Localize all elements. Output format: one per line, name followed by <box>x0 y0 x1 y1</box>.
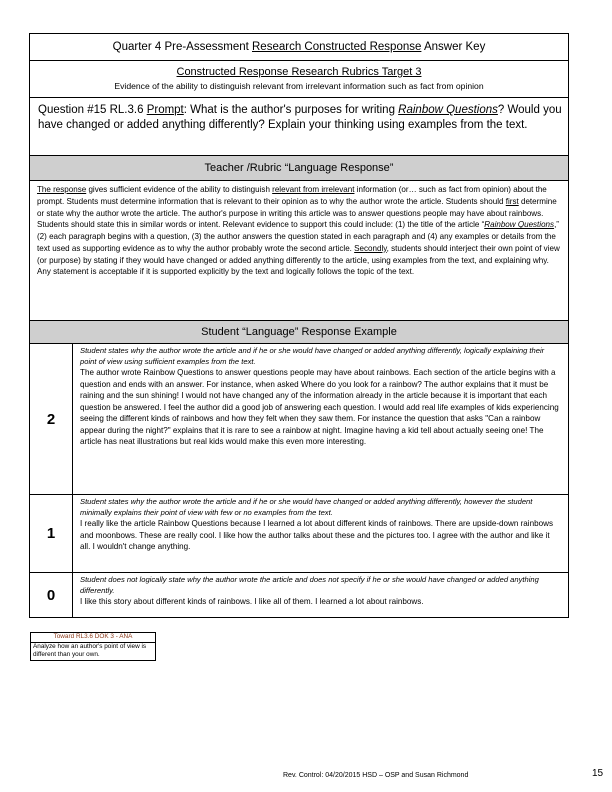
score-description <box>73 344 568 494</box>
answer-key-table <box>29 33 569 618</box>
question-text-a: : What is the author's purposes for writing <box>183 104 399 116</box>
student-response-bar: Student “Language” Response Example <box>30 321 568 344</box>
tr-p7: Rainbow Questions <box>484 220 555 230</box>
score-row-0 <box>30 573 568 617</box>
tr-p2: gives sufficient evidence of the ability to distinguish <box>86 185 273 194</box>
page-title <box>30 34 568 61</box>
standard-note <box>30 632 156 661</box>
teacher-rubric-text <box>30 181 568 321</box>
tr-p6: determine or state why the author wrote the article. The author's purpose in writing this article was to answer questions people may have about rainbows. Students should state this in similar words or intent. Relevant evidence to support this could include: (1) the title of the article “ <box>37 196 560 230</box>
title-underlined: Research Constructed Response <box>252 41 422 53</box>
tr-p4: information (or… such as fact from opinion) about the prompt. Students must determine information that is relevant to their opinion as to why the author wrote the article. Students should <box>37 185 550 206</box>
question-label: Question #15 RL.3.6 <box>38 104 147 116</box>
teacher-rubric-bar: Teacher /Rubric “Language Response” <box>30 156 568 181</box>
title-plain: Quarter 4 Pre-Assessment <box>112 41 252 53</box>
score-criteria: Student states why the author wrote the article and if he or she would have changed or added anything differently, logically explaining their point of view using sufficient examples from the text. <box>80 346 545 366</box>
book-title: Rainbow Questions <box>398 104 498 116</box>
rubric-header <box>30 61 568 98</box>
tr-p5: first <box>505 196 519 206</box>
tr-p10: , students should interject their own point of view (or purpose) by stating if they would have changed or added anything differently to the article, using examples from the text, and explaining why. Any statement is acceptable if it is supported explicitly by the text and logically follows the topic of the text. <box>37 243 563 277</box>
standard-note-body: Analyze how an author's point of view is different than your own. <box>33 642 147 659</box>
question-text-b: ? Would you have changed or added anything differently? Explain your thinking using examples from the text. <box>38 104 562 131</box>
score-row-2 <box>30 344 568 495</box>
tr-p8: ,” (2) each paragraph begins with a question, (3) the author answers the question stated in each paragraph and (4) any examples or details from the text used as supporting evidence as to why the author probably wrote the second article. <box>37 220 562 253</box>
page-number: 15 <box>592 768 604 779</box>
prompt-label: Prompt <box>146 104 184 116</box>
revision-control: Rev. Control: 04/20/2015 HSD – OSP and Susan Richmond <box>283 772 469 779</box>
score-criteria: Student does not logically state why the author wrote the article and does not specify if he or she would have changed or added anything differently. <box>80 575 539 595</box>
standard-note-heading: Toward RL3.6 DOK 3 - ANA <box>31 633 155 643</box>
score-example: I really like the article Rainbow Questions because I learned a lot about different kinds of rainbows. There are upside-down rainbows and moonbows. These are really cool. I like how the author talks about these and the pictures too. I agree with the author and like it all. I wouldn't change anything. <box>80 519 554 551</box>
score-value: 0 <box>30 573 73 617</box>
rubric-subtitle: Evidence of the ability to distinguish relevant from irrelevant information such as fact from opinion <box>114 81 484 91</box>
title-tail: Answer Key <box>421 41 486 53</box>
rubric-title: Constructed Response Research Rubrics Target 3 <box>176 66 422 78</box>
score-row-1 <box>30 495 568 573</box>
score-description <box>73 573 568 617</box>
score-criteria: Student states why the author wrote the article and if he or she would have changed or added anything differently, however the student minimally explains their point of view with few or no examples from the text. <box>80 497 533 517</box>
score-description <box>73 495 568 572</box>
tr-p1: The response <box>37 185 87 194</box>
question-prompt <box>30 98 568 156</box>
tr-p3: relevant from irrelevant <box>272 185 355 194</box>
score-example: The author wrote Rainbow Questions to answer questions people may have about rainbows. Each section of the article begins with a question and ends with an answer. For instance, when asked Where do you look for a rainbow? The author explains that it must be raining and the sun shining! I would not have changed any of the information already in the article because it is important that each question be answered. I feel the author did a good job of answering each question. I would add real life examples of kids experiencing seeing the different kinds of rainbows and how they felt when they saw them. For instance the question that asks "Can a rainbow appear during the night?" explains that it is rare to see a rainbow at night. Imagine having a kid tell about actually seeing one! The article has neat illustrations but real kids would make this even more interesting. <box>80 368 559 446</box>
score-value: 2 <box>30 344 73 494</box>
tr-p9: Secondly <box>354 243 387 253</box>
score-value: 1 <box>30 495 73 572</box>
score-example: I like this story about different kinds of rainbows. I like all of them. I learned a lot about rainbows. <box>80 597 424 606</box>
